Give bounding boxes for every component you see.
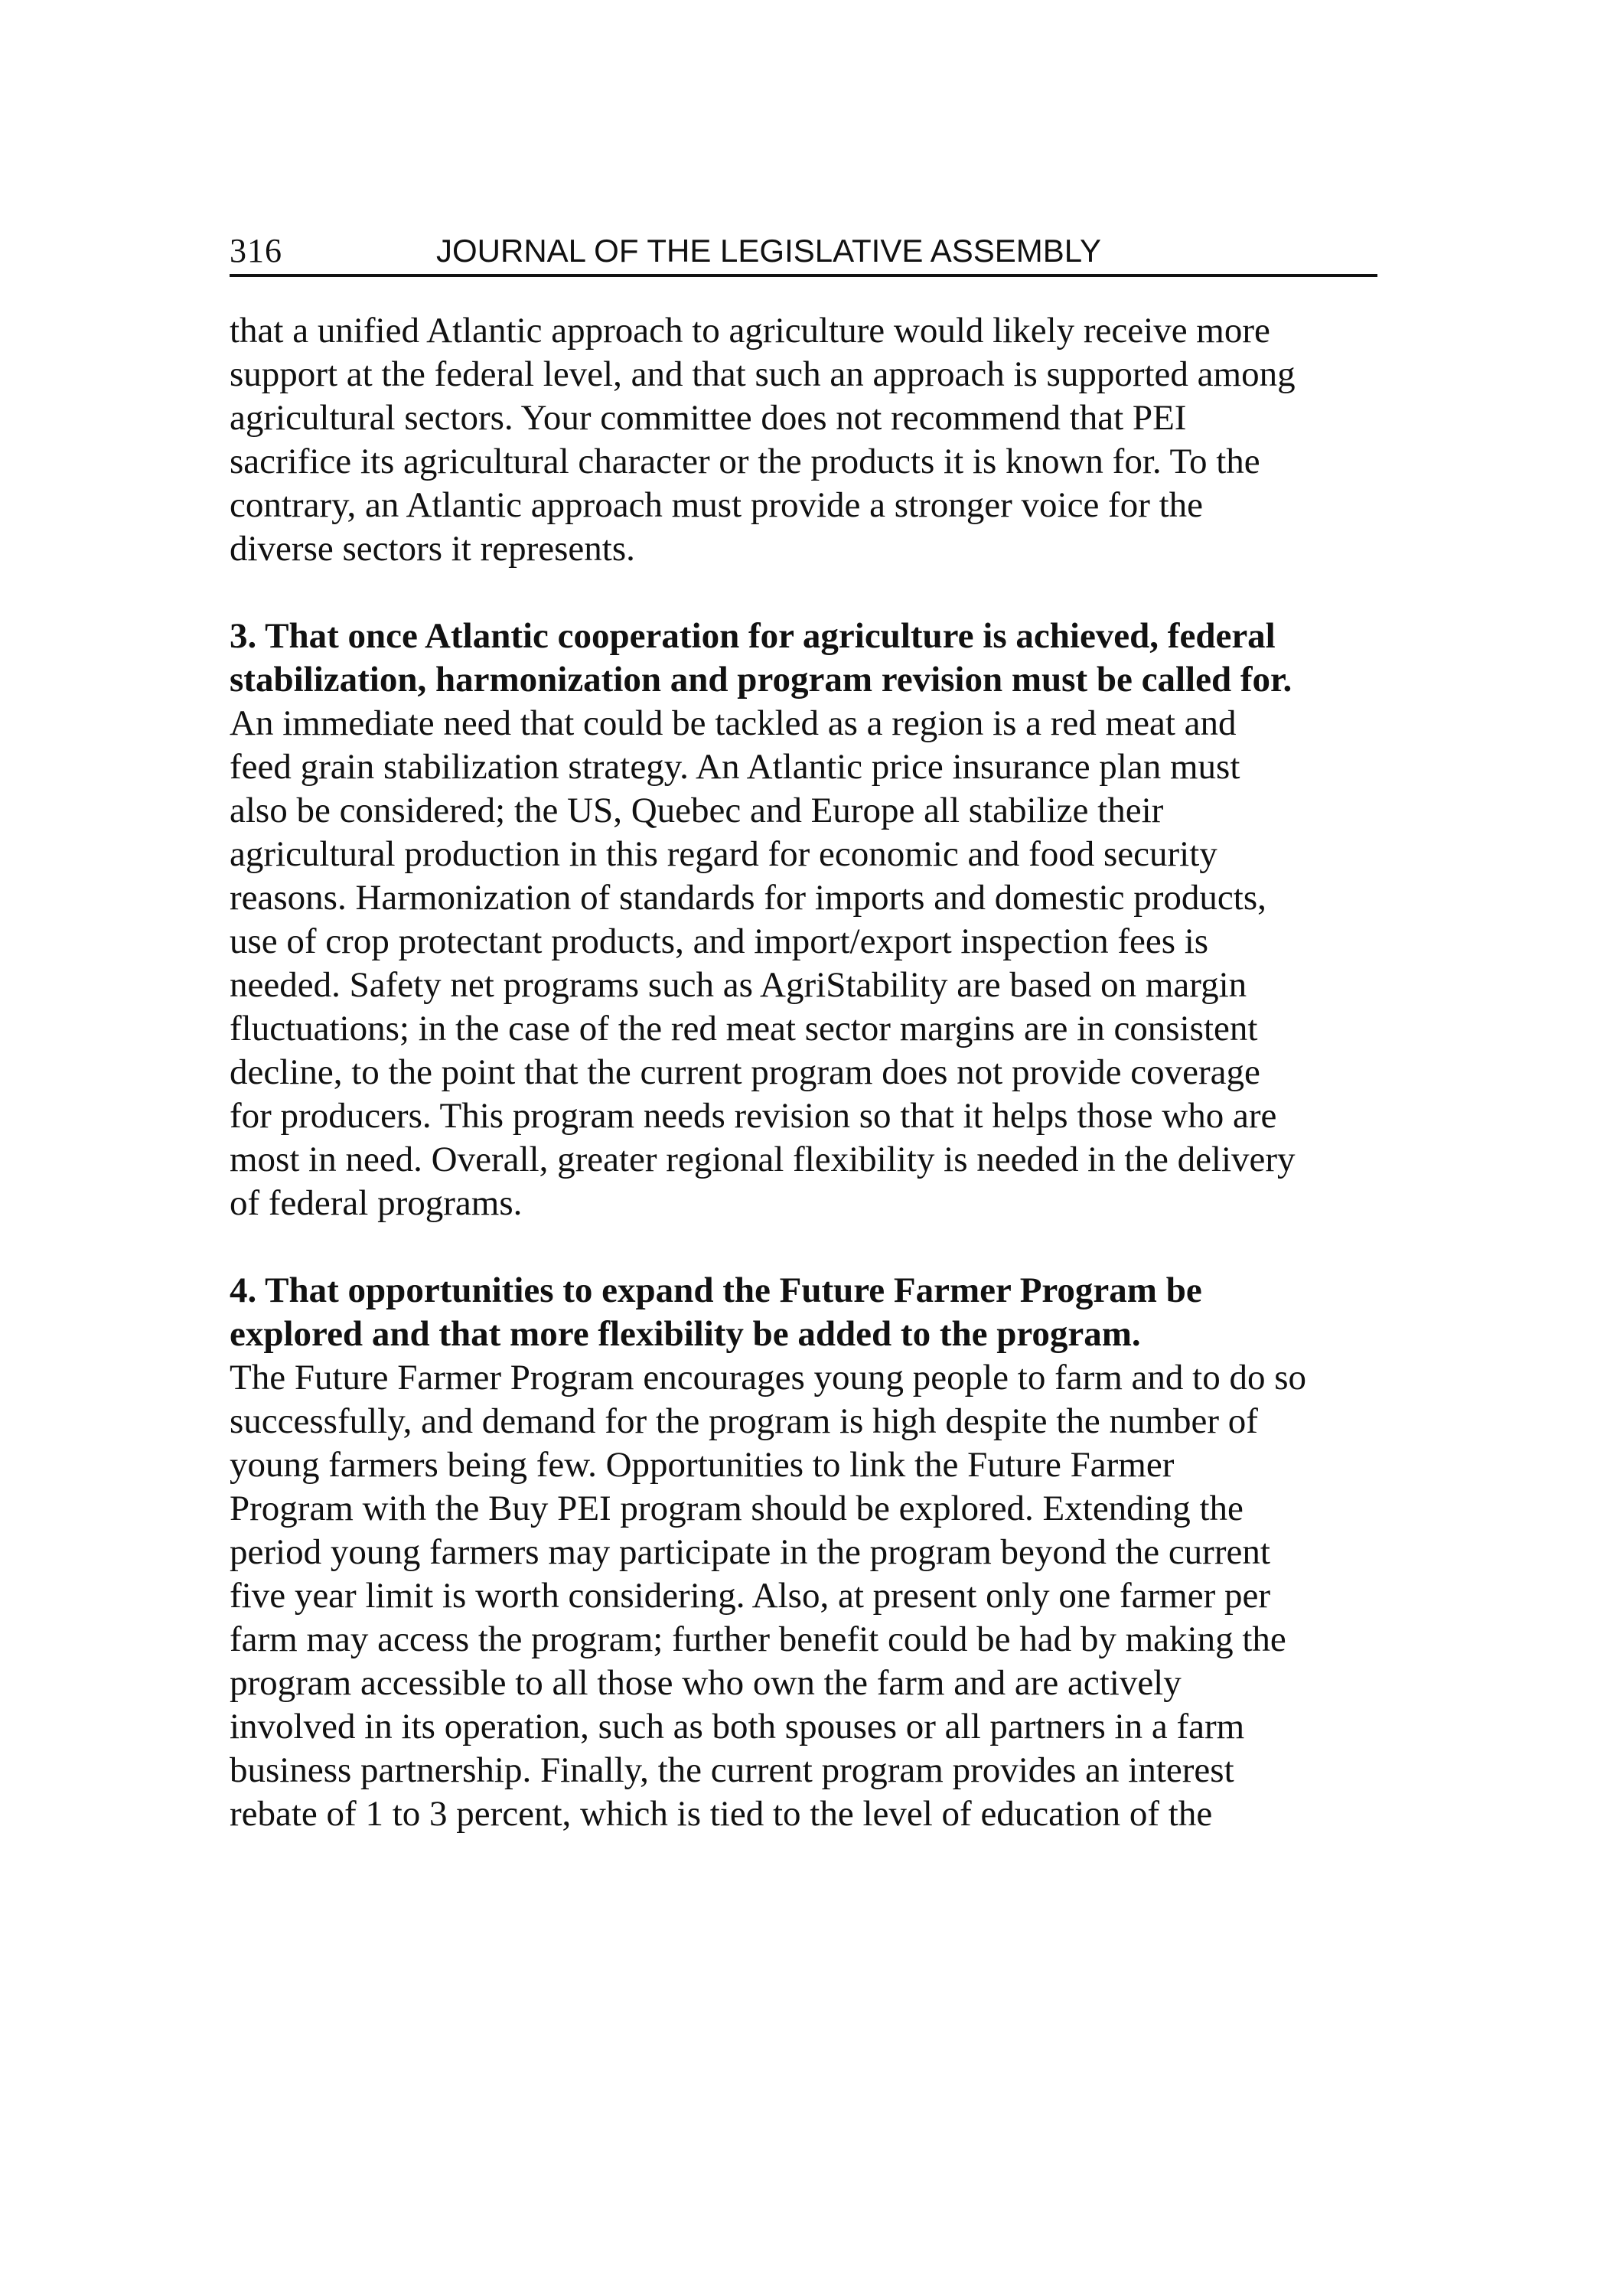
text-line: decline, to the point that the current program does not provide coverage <box>230 1052 1260 1092</box>
text-line: rebate of 1 to 3 percent, which is tied to the level of education of the <box>230 1794 1213 1834</box>
text-line: for producers. This program needs revision so that it helps those who are <box>230 1096 1277 1136</box>
text-line: The Future Farmer Program encourages young people to farm and to do so <box>230 1358 1307 1397</box>
text-line: support at the federal level, and that such an approach is supported among <box>230 354 1296 394</box>
text-line: also be considered; the US, Quebec and Europe all stabilize their <box>230 791 1164 830</box>
document-page <box>230 227 1377 1836</box>
text-line: most in need. Overall, greater regional flexibility is needed in the delivery <box>230 1140 1296 1179</box>
text-line: business partnership. Finally, the current program provides an interest <box>230 1750 1234 1790</box>
text-line: diverse sectors it represents. <box>230 529 635 569</box>
text-line: successfully, and demand for the program is high despite the number of <box>230 1401 1258 1441</box>
text-line: that a unified Atlantic approach to agriculture would likely receive more <box>230 311 1270 351</box>
document-body <box>230 309 1377 1836</box>
section-4 <box>230 1269 1377 1836</box>
section-3 <box>230 615 1377 1225</box>
text-line: An immediate need that could be tackled as a region is a red meat and <box>230 703 1237 743</box>
section-4-heading <box>230 1269 1377 1356</box>
text-line: sacrifice its agricultural character or the products it is known for. To the <box>230 442 1260 481</box>
text-line: program accessible to all those who own the farm and are actively <box>230 1663 1182 1703</box>
running-header <box>230 227 1377 277</box>
text-line: farm may access the program; further benefit could be had by making the <box>230 1619 1286 1659</box>
heading-line: explored and that more flexibility be added to the program. <box>230 1314 1141 1354</box>
text-line: Program with the Buy PEI program should be explored. Extending the <box>230 1489 1244 1528</box>
text-line: involved in its operation, such as both spouses or all partners in a farm <box>230 1707 1245 1746</box>
text-line: reasons. Harmonization of standards for imports and domestic products, <box>230 878 1266 918</box>
section-3-heading <box>230 615 1377 702</box>
intro-paragraph <box>230 309 1377 571</box>
text-line: period young farmers may participate in the program beyond the current <box>230 1532 1270 1572</box>
journal-title: JOURNAL OF THE LEGISLATIVE ASSEMBLY <box>436 233 1102 269</box>
text-line: feed grain stabilization strategy. An Atlantic price insurance plan must <box>230 747 1240 787</box>
heading-line: 4. That opportunities to expand the Future Farmer Program be <box>230 1270 1202 1310</box>
text-line: young farmers being few. Opportunities to link the Future Farmer <box>230 1445 1175 1485</box>
heading-line: 3. That once Atlantic cooperation for agriculture is achieved, federal <box>230 616 1276 656</box>
text-line: contrary, an Atlantic approach must provide a stronger voice for the <box>230 485 1204 525</box>
page-number: 316 <box>230 232 282 269</box>
text-line: use of crop protectant products, and import/export inspection fees is <box>230 921 1209 961</box>
text-line: of federal programs. <box>230 1183 523 1223</box>
text-line: agricultural sectors. Your committee does not recommend that PEI <box>230 398 1187 438</box>
heading-line: stabilization, harmonization and program revision must be called for. <box>230 660 1292 700</box>
text-line: five year limit is worth considering. Also, at present only one farmer per <box>230 1576 1271 1616</box>
text-line: agricultural production in this regard for economic and food security <box>230 834 1217 874</box>
section-4-body <box>230 1356 1377 1836</box>
section-3-body <box>230 702 1377 1225</box>
text-line: needed. Safety net programs such as AgriStability are based on margin <box>230 965 1247 1005</box>
text-line: fluctuations; in the case of the red meat sector margins are in consistent <box>230 1009 1258 1049</box>
